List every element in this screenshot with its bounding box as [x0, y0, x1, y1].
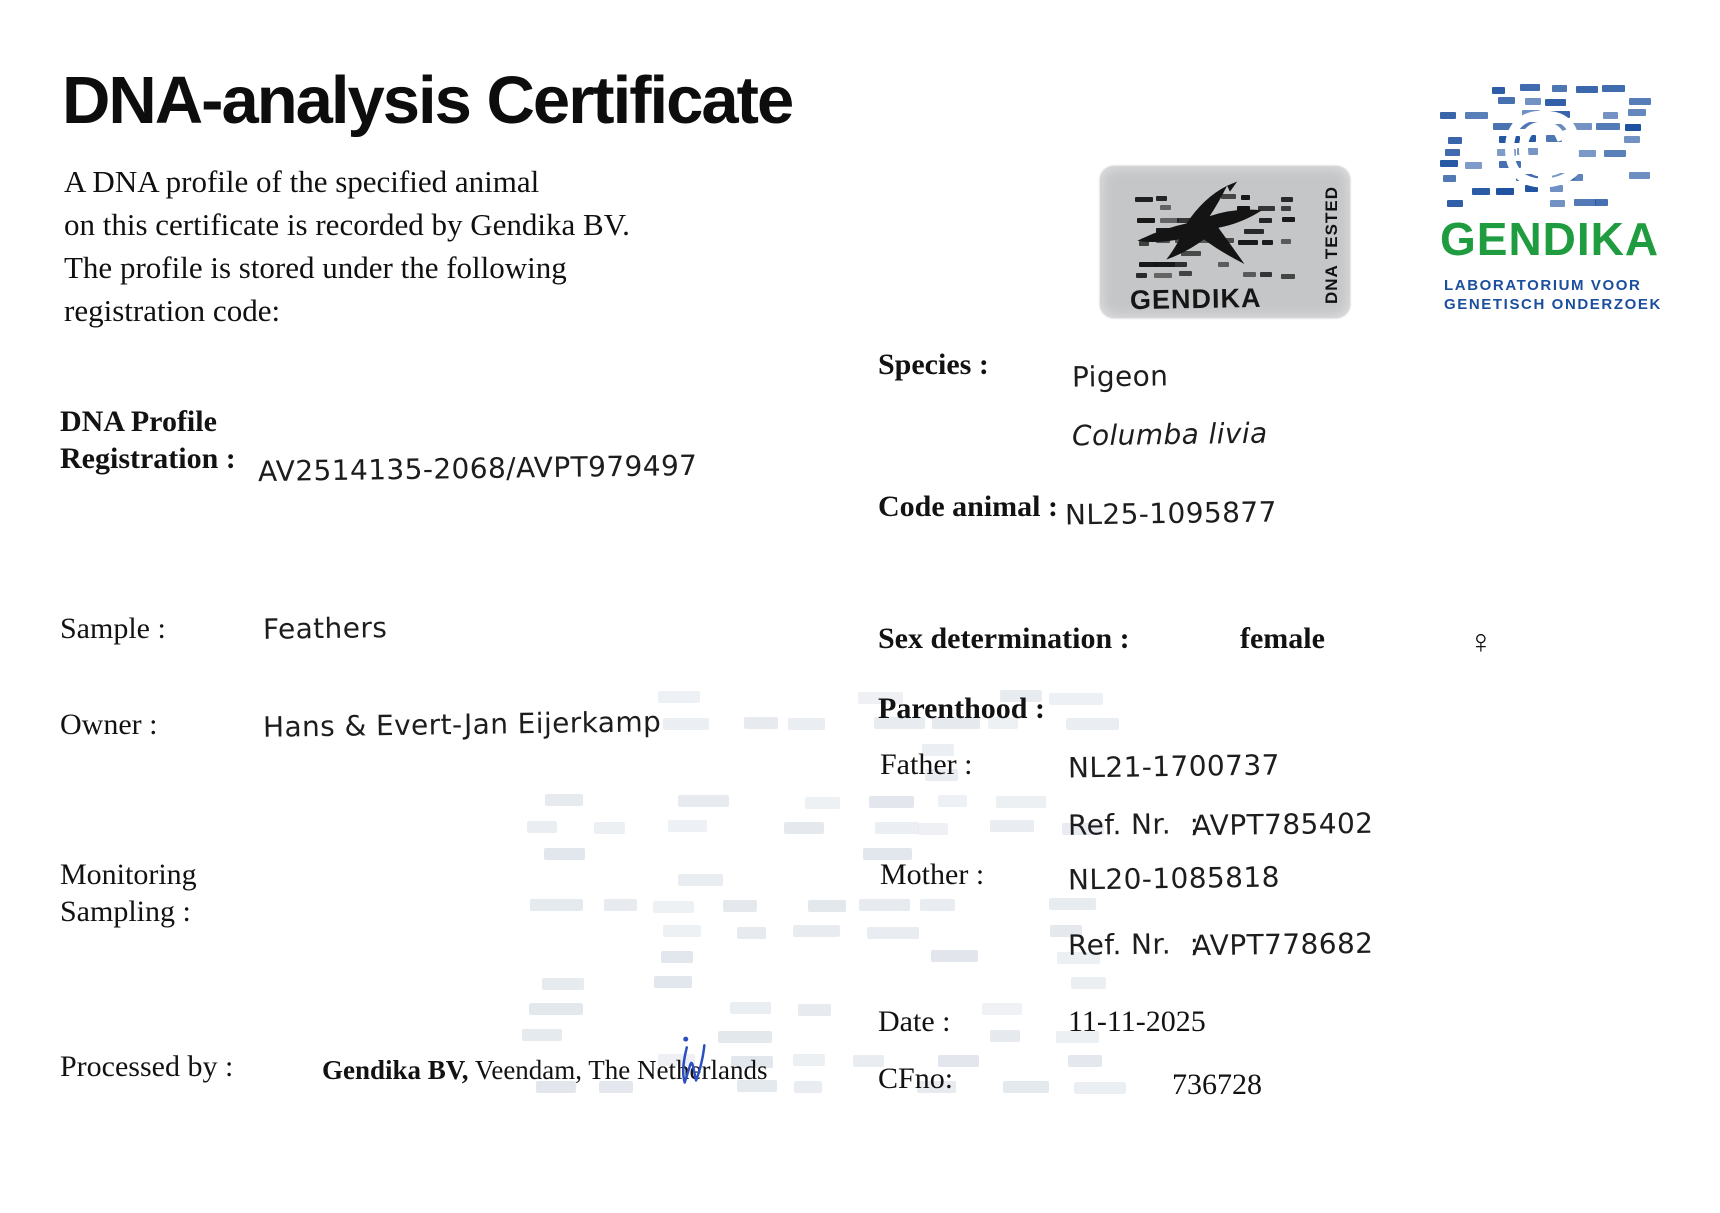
sample-label: Sample :	[60, 612, 166, 645]
gel-band	[529, 1003, 582, 1015]
gel-band	[653, 901, 694, 913]
gel-band	[661, 951, 693, 963]
gel-band	[1440, 160, 1458, 167]
gel-band	[1625, 124, 1641, 131]
gel-band	[982, 1003, 1022, 1015]
code-animal-label: Code animal :	[878, 490, 1058, 523]
svg-text:G: G	[1505, 96, 1581, 203]
processed-by-label: Processed by :	[60, 1050, 234, 1083]
gel-band	[678, 795, 729, 807]
intro-line: The profile is stored under the following	[64, 250, 567, 285]
gel-band	[869, 796, 914, 808]
gel-band	[1071, 977, 1105, 989]
cfno-label: CFno:	[878, 1062, 954, 1095]
sex-determination-label: Sex determination :	[878, 622, 1130, 655]
mother-ref-label: Ref. Nr. :	[1067, 927, 1200, 962]
gel-band	[996, 796, 1046, 808]
gel-band	[1448, 137, 1462, 144]
mother-ref-value: AVPT778682	[1191, 926, 1374, 963]
gel-band	[808, 900, 846, 912]
dna-tested-sticker	[1100, 166, 1350, 318]
intro-paragraph	[64, 160, 630, 332]
gel-band	[1624, 136, 1640, 143]
bird-icon	[1128, 180, 1303, 290]
gel-band	[663, 718, 708, 730]
gel-band	[990, 1030, 1020, 1042]
processed-company: Gendika BV,	[322, 1055, 469, 1085]
logo-g-letter	[1478, 84, 1608, 210]
gel-band	[798, 1004, 832, 1016]
gel-band	[1445, 149, 1460, 156]
gel-band	[1003, 1081, 1049, 1093]
gel-band	[737, 927, 766, 939]
gel-band	[744, 717, 778, 729]
gel-band	[663, 925, 701, 937]
gel-band	[678, 874, 723, 886]
gel-band	[875, 822, 920, 834]
sticker-caption-text: DNA TESTED	[1322, 186, 1341, 304]
sticker-brand-text: GENDIKA	[1129, 282, 1262, 316]
gel-band	[1049, 898, 1096, 910]
gel-band	[1074, 1082, 1126, 1094]
logo-subtitle-line2: GENETISCH ONDERZOEK	[1444, 296, 1662, 313]
parenthood-label: Parenthood :	[878, 692, 1045, 725]
sample-value: Feathers	[262, 611, 388, 646]
gel-band	[920, 899, 955, 911]
date-label: Date :	[878, 1005, 951, 1038]
monitoring-label-line1: Monitoring	[60, 858, 197, 891]
dna-profile-value: AV2514135-2068/AVPT979497	[257, 448, 698, 489]
owner-label: Owner :	[60, 708, 158, 741]
date-value: 11-11-2025	[1068, 1005, 1206, 1038]
gel-band	[544, 848, 585, 860]
gel-band	[793, 925, 840, 937]
dna-profile-label-line2: Registration :	[60, 442, 236, 475]
dna-profile-label-line1: DNA Profile	[60, 405, 217, 438]
intro-line: A DNA profile of the specified animal	[64, 164, 540, 199]
gel-band	[1628, 109, 1646, 116]
mother-value: NL20-1085818	[1067, 860, 1281, 897]
gel-band	[805, 797, 840, 809]
gel-band	[542, 978, 584, 990]
father-value: NL21-1700737	[1067, 748, 1281, 785]
page-title: DNA-analysis Certificate	[62, 63, 793, 138]
gel-band	[658, 691, 699, 703]
gel-band	[931, 950, 977, 962]
gel-band	[1629, 172, 1649, 179]
signature-mark	[678, 1035, 710, 1097]
gendika-logo	[1438, 84, 1662, 324]
gel-band	[527, 821, 557, 833]
species-label: Species :	[878, 348, 989, 381]
father-label: Father :	[880, 748, 973, 781]
gel-band	[918, 823, 948, 835]
owner-value: Hans & Evert-Jan Eijerkamp	[262, 705, 662, 744]
cfno-value: 736728	[1172, 1068, 1262, 1101]
gel-band	[1066, 718, 1119, 730]
background-watermark	[520, 690, 1130, 1110]
intro-line: registration code:	[64, 293, 281, 328]
gel-band	[594, 822, 626, 834]
sex-determination-value: female	[1240, 622, 1325, 655]
processed-rest: Veendam, The Netherlands	[468, 1055, 768, 1085]
gel-band	[794, 1081, 822, 1093]
gel-band	[668, 820, 706, 832]
gel-band	[1049, 693, 1102, 705]
gel-band	[718, 1031, 772, 1043]
gel-band	[990, 820, 1034, 832]
gel-band	[1443, 175, 1456, 182]
species-value: Pigeon	[1071, 359, 1169, 394]
female-symbol: ♀	[1468, 624, 1494, 661]
logo-subtitle	[1444, 276, 1662, 314]
gel-band	[604, 899, 637, 911]
gel-band	[545, 794, 582, 806]
father-ref-value: AVPT785402	[1191, 806, 1374, 843]
father-ref-label: Ref. Nr. :	[1067, 807, 1200, 842]
gel-band	[1447, 200, 1463, 207]
gel-band	[530, 899, 584, 911]
gel-band	[522, 1029, 561, 1041]
logo-subtitle-line1: LABORATORIUM VOOR	[1444, 277, 1642, 294]
gel-band	[867, 927, 920, 939]
gel-band	[784, 822, 824, 834]
gel-band	[723, 900, 757, 912]
species-latin-value: Columba livia	[1071, 416, 1268, 453]
gel-band	[1629, 98, 1651, 105]
gel-band	[1440, 112, 1456, 119]
code-animal-value: NL25-1095877	[1064, 495, 1278, 532]
gel-band	[793, 1054, 825, 1066]
logo-brand-text: GENDIKA	[1440, 213, 1660, 265]
gel-band	[859, 899, 910, 911]
gel-band	[730, 1002, 771, 1014]
mother-label: Mother :	[880, 858, 985, 891]
gel-band	[654, 976, 692, 988]
intro-line: on this certificate is recorded by Gendika BV.	[64, 207, 630, 242]
gel-band	[938, 795, 967, 807]
gel-band	[1068, 1055, 1103, 1067]
monitoring-label-line2: Sampling :	[60, 895, 191, 928]
gel-band	[788, 718, 825, 730]
